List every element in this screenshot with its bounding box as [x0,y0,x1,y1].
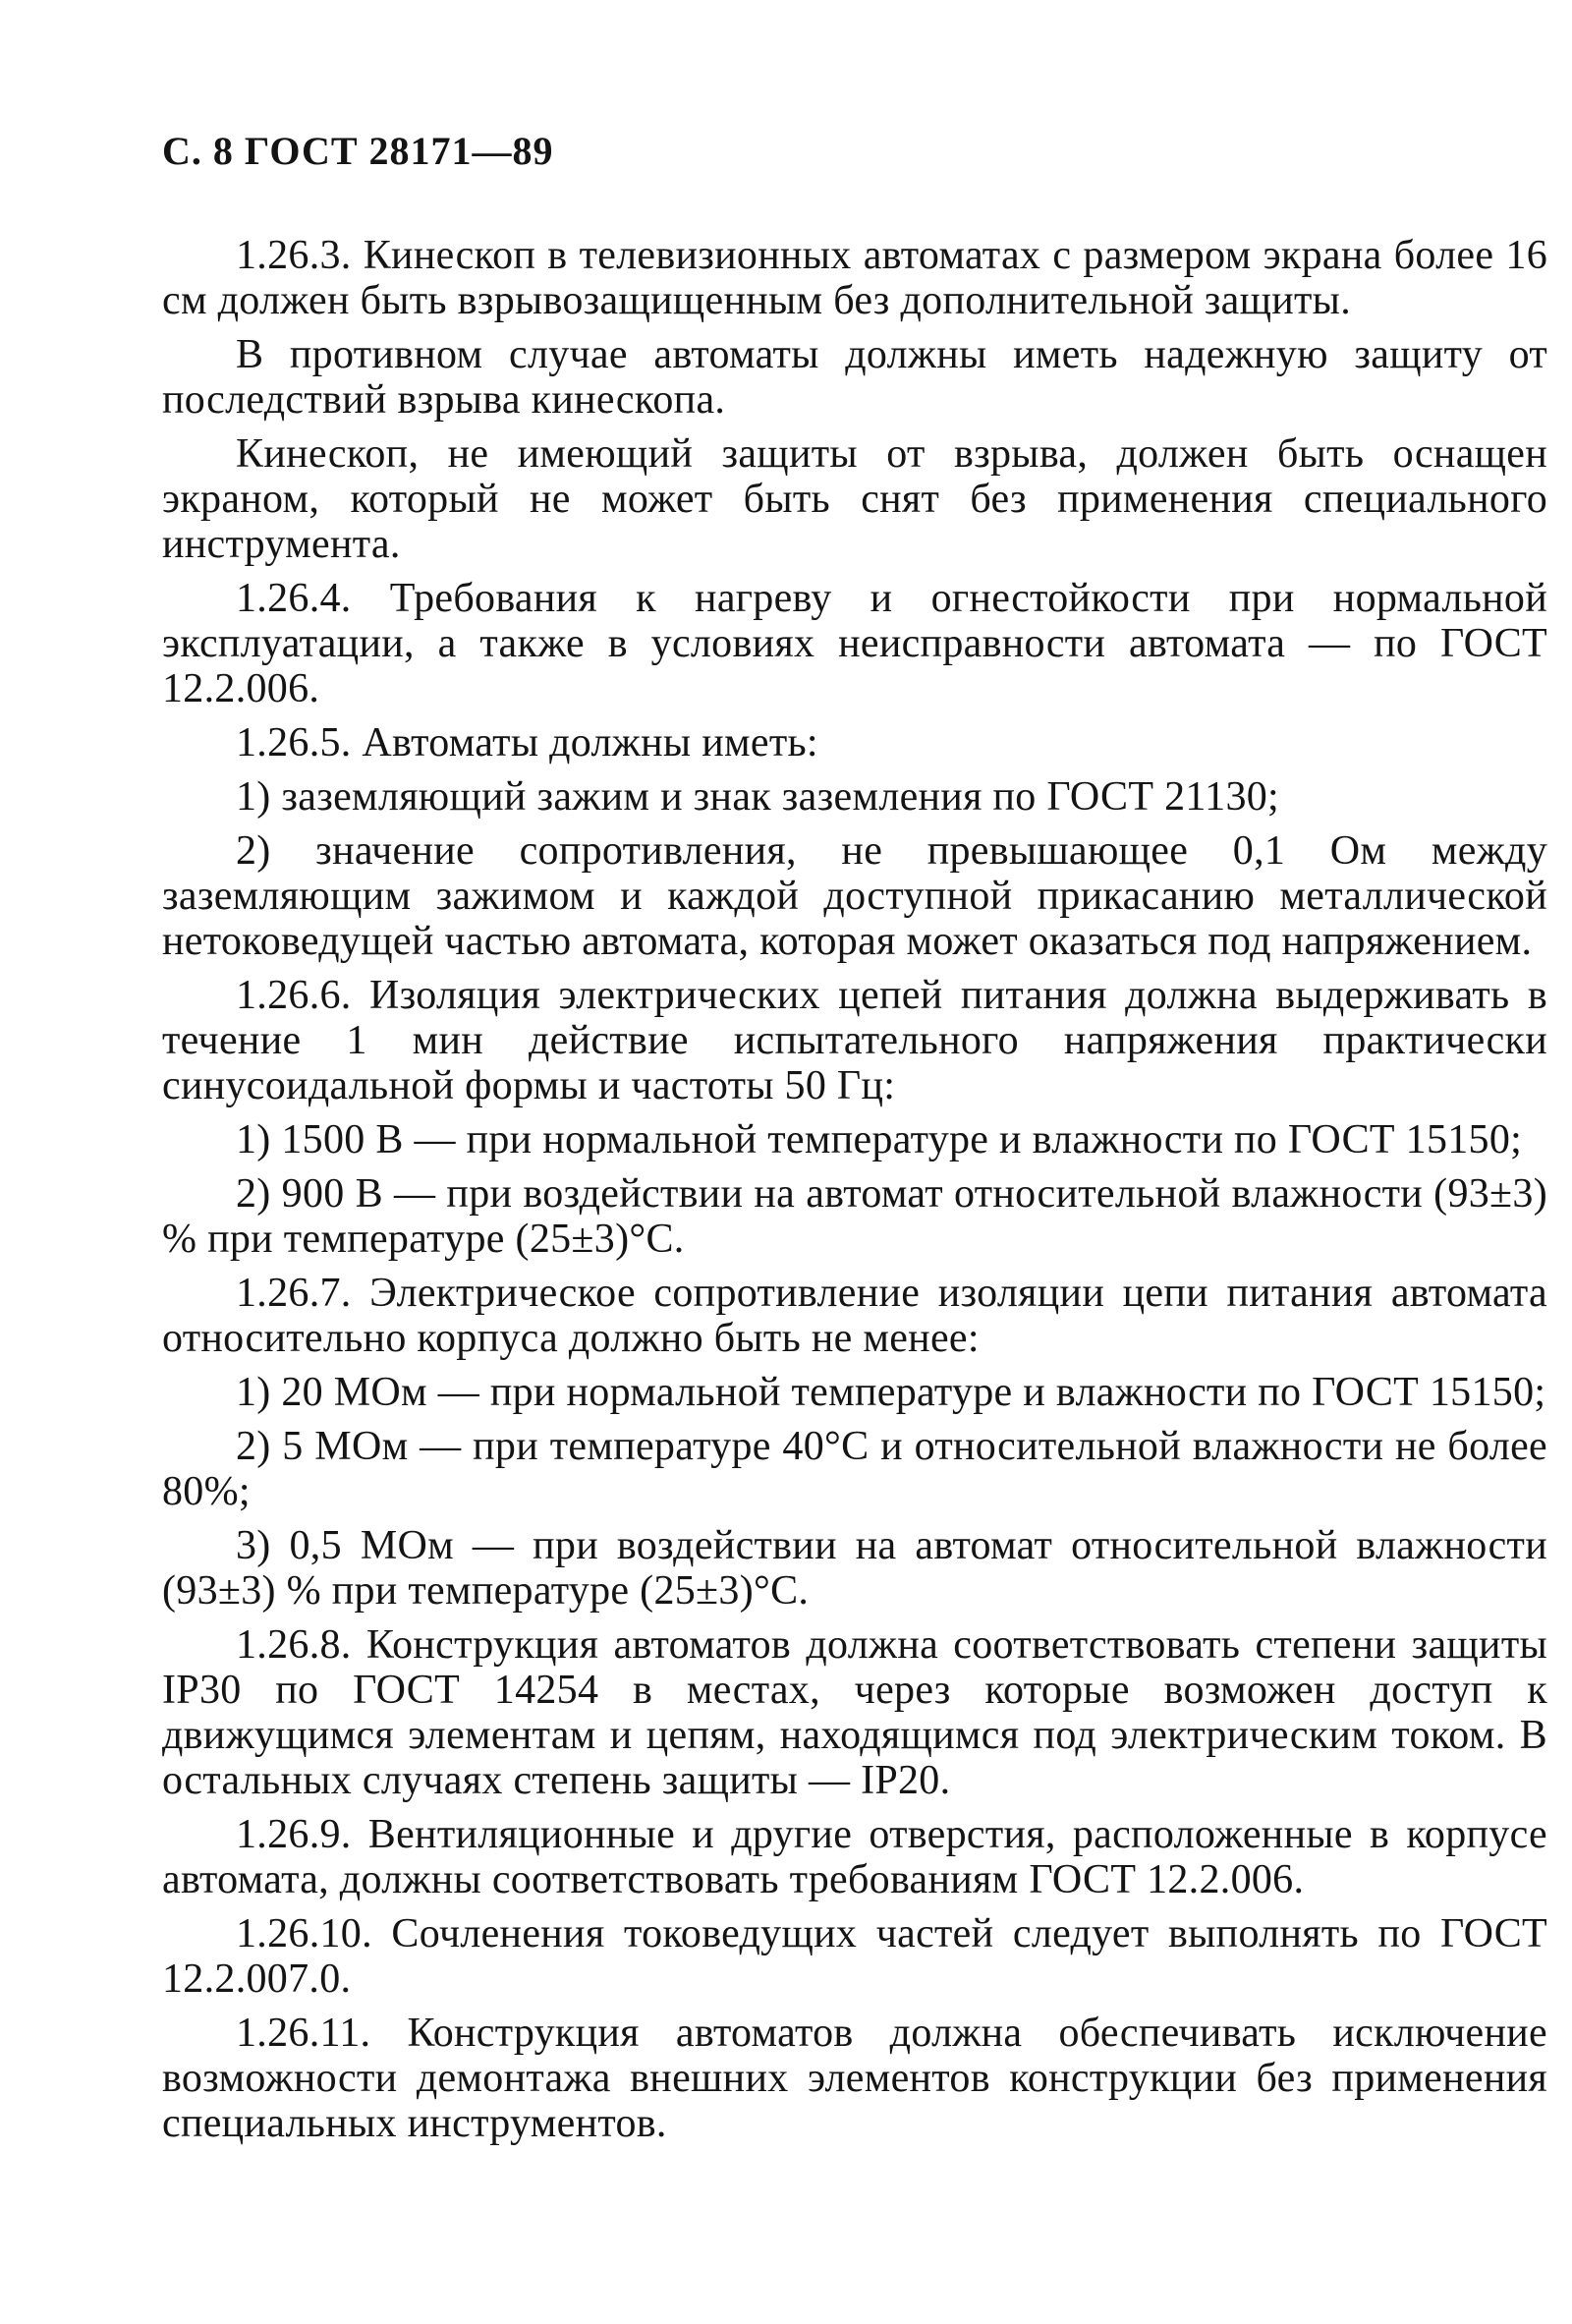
page-header: С. 8 ГОСТ 28171—89 [162,129,554,173]
list-item-1-26-6-2: 2) 900 В — при воздействии на автомат относительной влажности (93±3) % при температуре (25±3)°С. [162,1171,1547,1262]
list-item-1-26-7-2: 2) 5 МОм — при температуре 40°С и относительной влажности не более 80%; [162,1424,1547,1514]
paragraph-1-26-10: 1.26.10. Сочленения токоведущих частей следует выполнять по ГОСТ 12.2.007.0. [162,1911,1547,2002]
list-item-1-26-5-2: 2) значение сопротивления, не превышающее 0,1 Ом между заземляющим зажимом и каждой доступной прикасанию металлической нетоковедущей частью автомата, которая может оказаться под напряжением. [162,828,1547,964]
paragraph-1-26-8: 1.26.8. Конструкция автоматов должна соответствовать степени защиты IP30 по ГОСТ 14254 в местах, через которые возможен доступ к движущимся элементам и цепям, находящимся под электрическим током. В остальных случаях степень защиты — IP20. [162,1622,1547,1803]
document-body [162,233,1547,2146]
paragraph-1-26-6: 1.26.6. Изоляция электрических цепей питания должна выдерживать в течение 1 мин действие испытательного напряжения практически синусоидальной формы и частоты 50 Гц: [162,973,1547,1108]
paragraph-1-26-9: 1.26.9. Вентиляционные и другие отверстия, расположенные в корпусе автомата, должны соответствовать требованиям ГОСТ 12.2.006. [162,1812,1547,1902]
paragraph-1-26-3: 1.26.3. Кинескоп в телевизионных автоматах с размером экрана более 16 см должен быть взрывозащищенным без дополнительной защиты. [162,233,1547,323]
paragraph-1-26-5: 1.26.5. Автоматы должны иметь: [236,720,818,765]
list-item-1-26-5-1: 1) заземляющий зажим и знак заземления по ГОСТ 21130; [236,774,1280,820]
document-page [162,128,1547,2155]
list-item-1-26-7-1: 1) 20 МОм — при нормальной температуре и влажности по ГОСТ 15150; [236,1370,1546,1415]
paragraph-1-26-7: 1.26.7. Электрическое сопротивление изоляции цепи питания автомата относительно корпуса должно быть не менее: [162,1271,1547,1361]
list-item-1-26-7-3: 3) 0,5 МОм — при воздействии на автомат относительной влажности (93±3) % при температуре (25±3)°С. [162,1523,1547,1614]
paragraph-kinescope-screen: Кинескоп, не имеющий защиты от взрыва, должен быть оснащен экраном, который не может быть снят без применения специального инструмента. [162,431,1547,567]
paragraph-1-26-4: 1.26.4. Требования к нагреву и огнестойкости при нормальной эксплуатации, а также в условиях неисправности автомата — по ГОСТ 12.2.006. [162,576,1547,711]
paragraph-protection-alt: В противном случае автоматы должны иметь надежную защиту от последствий взрыва кинескопа. [162,332,1547,423]
paragraph-1-26-11: 1.26.11. Конструкция автоматов должна обеспечивать исключение возможности демонтажа внешних элементов конструкции без применения специальных инструментов. [162,2011,1547,2146]
list-item-1-26-6-1: 1) 1500 В — при нормальной температуре и влажности по ГОСТ 15150; [236,1117,1523,1162]
